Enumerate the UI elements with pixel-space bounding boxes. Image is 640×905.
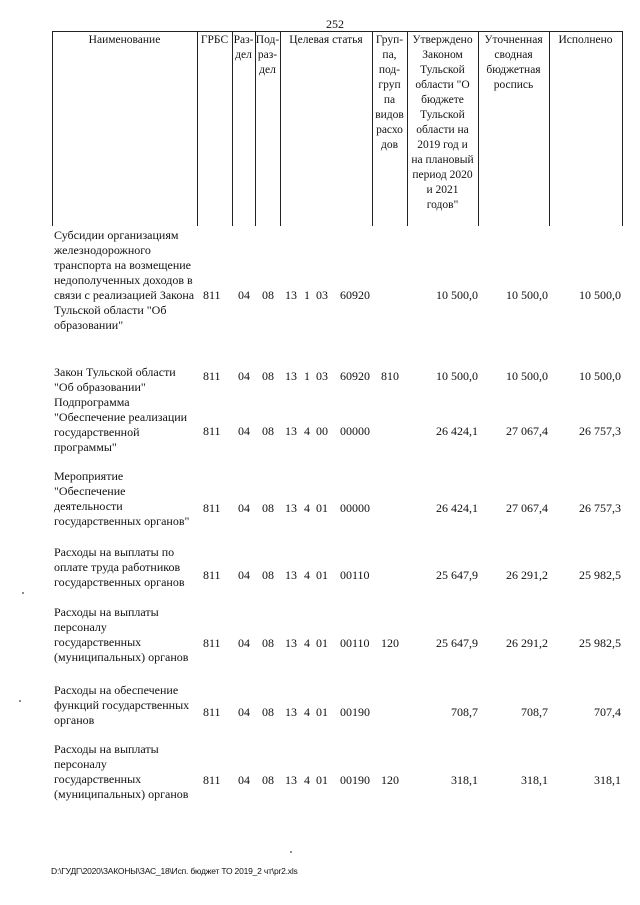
- cell-approved: 25 647,9: [436, 568, 478, 582]
- cell-executed: 25 982,5: [579, 568, 621, 582]
- cell-podrazdel: 08: [262, 636, 274, 650]
- cell-approved: 25 647,9: [436, 636, 478, 650]
- cell-target-1: 13: [285, 424, 297, 438]
- cell-target-4: 60920: [340, 369, 370, 383]
- cell-target-1: 13: [285, 773, 297, 787]
- cell-razdel: 04: [238, 636, 250, 650]
- cell-razdel: 04: [238, 501, 250, 515]
- cell-grbs: 811: [203, 369, 221, 383]
- header-name: Наименование: [88, 34, 161, 46]
- cell-grbs: 811: [203, 773, 221, 787]
- cell-target-1: 13: [285, 705, 297, 719]
- cell-grbs: 811: [203, 288, 221, 302]
- cell-refined: 10 500,0: [506, 369, 548, 383]
- row-name: Подпрограмма "Обеспечение реализации государственной программы": [54, 395, 188, 454]
- cell-target-3: 00: [316, 424, 328, 438]
- column-divider: [280, 31, 281, 226]
- cell-refined: 708,7: [521, 705, 548, 719]
- cell-group: 120: [381, 773, 399, 787]
- cell-grbs: 811: [203, 501, 221, 515]
- scan-speck: [290, 851, 292, 853]
- cell-target-3: 01: [316, 636, 328, 650]
- cell-target-3: 03: [316, 369, 328, 383]
- cell-podrazdel: 08: [262, 501, 274, 515]
- cell-target-4: 00190: [340, 705, 370, 719]
- cell-target-1: 13: [285, 636, 297, 650]
- cell-refined: 26 291,2: [506, 568, 548, 582]
- table-header: [52, 31, 623, 226]
- cell-target-4: 00000: [340, 501, 370, 515]
- cell-podrazdel: 08: [262, 424, 274, 438]
- cell-approved: 10 500,0: [436, 288, 478, 302]
- row-name: Расходы на выплаты персоналу государственных (муниципальных) органов: [54, 742, 189, 801]
- cell-target-1: 13: [285, 369, 297, 383]
- cell-target-2: 4: [304, 773, 310, 787]
- cell-approved: 10 500,0: [436, 369, 478, 383]
- cell-target-4: 00000: [340, 424, 370, 438]
- cell-target-2: 4: [304, 568, 310, 582]
- cell-refined: 27 067,4: [506, 501, 548, 515]
- page-number: 252: [326, 17, 344, 31]
- cell-executed: 10 500,0: [579, 369, 621, 383]
- cell-target-4: 60920: [340, 288, 370, 302]
- cell-group: 810: [381, 369, 399, 383]
- cell-target-2: 1: [304, 288, 310, 302]
- cell-grbs: 811: [203, 424, 221, 438]
- cell-razdel: 04: [238, 369, 250, 383]
- cell-target-4: 00110: [340, 568, 370, 582]
- cell-podrazdel: 08: [262, 288, 274, 302]
- cell-razdel: 04: [238, 705, 250, 719]
- cell-target-2: 4: [304, 705, 310, 719]
- cell-target-2: 4: [304, 636, 310, 650]
- header-refined: Уточненная сводная бюджетная роспись: [484, 34, 543, 91]
- cell-approved: 26 424,1: [436, 501, 478, 515]
- cell-razdel: 04: [238, 424, 250, 438]
- cell-executed: 707,4: [594, 705, 621, 719]
- cell-target-2: 4: [304, 501, 310, 515]
- column-divider: [622, 31, 623, 226]
- cell-podrazdel: 08: [262, 568, 274, 582]
- cell-target-4: 00190: [340, 773, 370, 787]
- cell-target-3: 03: [316, 288, 328, 302]
- cell-grbs: 811: [203, 705, 221, 719]
- column-divider: [197, 31, 198, 226]
- column-divider: [52, 31, 53, 226]
- header-grbs: ГРБС: [200, 34, 229, 46]
- cell-razdel: 04: [238, 773, 250, 787]
- cell-executed: 26 757,3: [579, 424, 621, 438]
- cell-target-3: 01: [316, 568, 328, 582]
- cell-approved: 708,7: [451, 705, 478, 719]
- cell-target-1: 13: [285, 501, 297, 515]
- header-razdel: Раз- дел: [233, 34, 254, 61]
- cell-target-4: 00110: [340, 636, 370, 650]
- row-name: Субсидии организациям железнодорожного транспорта на возмещение недополученных доходов в связи с реализацией Закона Тульской области "Об образовании": [54, 228, 195, 332]
- cell-podrazdel: 08: [262, 773, 274, 787]
- cell-target-3: 01: [316, 705, 328, 719]
- cell-target-1: 13: [285, 288, 297, 302]
- row-name: Мероприятие "Обеспечение деятельности государственных органов": [54, 469, 190, 528]
- row-name: Расходы на выплаты персоналу государственных (муниципальных) органов: [54, 605, 189, 664]
- row-name: Закон Тульской области "Об образовании": [54, 365, 176, 394]
- cell-target-3: 01: [316, 501, 328, 515]
- cell-target-1: 13: [285, 568, 297, 582]
- column-divider: [549, 31, 550, 226]
- header-executed: Исполнено: [558, 34, 613, 46]
- header-target-article: Целевая статья: [289, 34, 363, 46]
- cell-target-3: 01: [316, 773, 328, 787]
- cell-refined: 26 291,2: [506, 636, 548, 650]
- cell-refined: 27 067,4: [506, 424, 548, 438]
- cell-target-2: 4: [304, 424, 310, 438]
- cell-executed: 10 500,0: [579, 288, 621, 302]
- cell-podrazdel: 08: [262, 369, 274, 383]
- file-path-footer: D:\ГУДГ\2020\ЗАКОНЫ\ЗАС_18\Исп. бюджет ТО 2019_2 чт\pr2.xls: [51, 866, 298, 876]
- cell-executed: 318,1: [594, 773, 621, 787]
- header-top-border: [52, 31, 623, 32]
- header-group: Груп- па, под- груп па видов расхо дов: [375, 34, 404, 151]
- cell-refined: 10 500,0: [506, 288, 548, 302]
- cell-grbs: 811: [203, 636, 221, 650]
- header-podrazdel: Под- раз- дел: [255, 34, 280, 76]
- row-name: Расходы на выплаты по оплате труда работников государственных органов: [54, 545, 185, 589]
- cell-grbs: 811: [203, 568, 221, 582]
- cell-group: 120: [381, 636, 399, 650]
- cell-refined: 318,1: [521, 773, 548, 787]
- cell-target-2: 1: [304, 369, 310, 383]
- scan-speck: [19, 700, 21, 702]
- row-name: Расходы на обеспечение функций государственных органов: [54, 683, 190, 727]
- cell-podrazdel: 08: [262, 705, 274, 719]
- cell-approved: 318,1: [451, 773, 478, 787]
- scan-speck: [22, 592, 24, 594]
- cell-razdel: 04: [238, 288, 250, 302]
- cell-executed: 25 982,5: [579, 636, 621, 650]
- cell-razdel: 04: [238, 568, 250, 582]
- cell-approved: 26 424,1: [436, 424, 478, 438]
- cell-executed: 26 757,3: [579, 501, 621, 515]
- header-approved: Утверждено Законом Тульской области "О бюджете Тульской области на 2019 год и на плановый период 2020 и 2021 годов": [411, 34, 474, 211]
